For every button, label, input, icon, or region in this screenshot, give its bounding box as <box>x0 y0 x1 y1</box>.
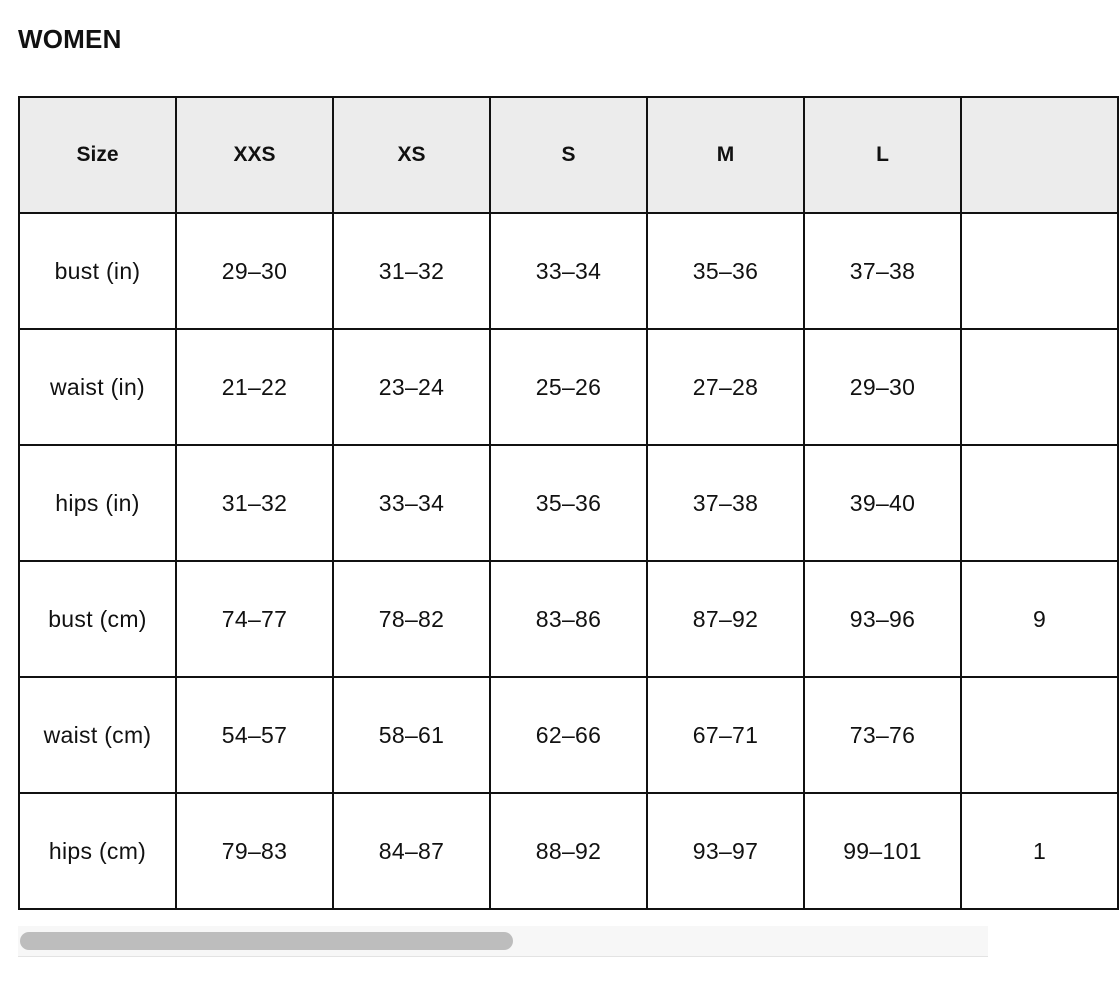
table-cell <box>961 677 1118 793</box>
table-cell <box>961 213 1118 329</box>
table-cell: 83–86 <box>490 561 647 677</box>
table-cell: 58–61 <box>333 677 490 793</box>
table-cell: 33–34 <box>490 213 647 329</box>
header-cell-clipped <box>961 97 1118 213</box>
row-label: waist (cm) <box>19 677 176 793</box>
horizontal-scrollbar[interactable] <box>18 926 988 957</box>
table-cell: 74–77 <box>176 561 333 677</box>
table-cell: 21–22 <box>176 329 333 445</box>
header-cell-m: M <box>647 97 804 213</box>
header-cell-size: Size <box>19 97 176 213</box>
table-row <box>19 561 1118 677</box>
table-cell: 29–30 <box>804 329 961 445</box>
table-cell: 62–66 <box>490 677 647 793</box>
table-cell: 88–92 <box>490 793 647 909</box>
table-row <box>19 213 1118 329</box>
table-cell: 33–34 <box>333 445 490 561</box>
table-cell: 31–32 <box>176 445 333 561</box>
table-cell: 93–97 <box>647 793 804 909</box>
section-title: WOMEN <box>18 24 122 54</box>
table-cell: 1 <box>961 793 1118 909</box>
table-cell: 35–36 <box>647 213 804 329</box>
table-row <box>19 793 1118 909</box>
row-label: hips (in) <box>19 445 176 561</box>
scrollbar-thumb[interactable] <box>20 932 513 950</box>
header-cell-l: L <box>804 97 961 213</box>
table-cell: 39–40 <box>804 445 961 561</box>
table-cell: 54–57 <box>176 677 333 793</box>
table-cell: 25–26 <box>490 329 647 445</box>
table-cell: 37–38 <box>647 445 804 561</box>
row-label: bust (in) <box>19 213 176 329</box>
size-table-scroll-area[interactable] <box>18 96 1047 924</box>
row-label: bust (cm) <box>19 561 176 677</box>
table-row <box>19 329 1118 445</box>
table-cell: 87–92 <box>647 561 804 677</box>
table-cell: 23–24 <box>333 329 490 445</box>
size-chart-table <box>18 96 1119 910</box>
table-header-row <box>19 97 1118 213</box>
table-cell: 73–76 <box>804 677 961 793</box>
table-cell: 84–87 <box>333 793 490 909</box>
table-cell: 93–96 <box>804 561 961 677</box>
table-cell: 9 <box>961 561 1118 677</box>
row-label: hips (cm) <box>19 793 176 909</box>
header-cell-xs: XS <box>333 97 490 213</box>
table-cell: 31–32 <box>333 213 490 329</box>
row-label: waist (in) <box>19 329 176 445</box>
table-cell: 35–36 <box>490 445 647 561</box>
table-cell: 99–101 <box>804 793 961 909</box>
table-cell: 29–30 <box>176 213 333 329</box>
header-cell-xxs: XXS <box>176 97 333 213</box>
table-cell <box>961 329 1118 445</box>
table-cell: 79–83 <box>176 793 333 909</box>
table-cell: 78–82 <box>333 561 490 677</box>
header-cell-s: S <box>490 97 647 213</box>
table-cell: 37–38 <box>804 213 961 329</box>
table-row <box>19 445 1118 561</box>
table-row <box>19 677 1118 793</box>
table-cell: 67–71 <box>647 677 804 793</box>
table-cell: 27–28 <box>647 329 804 445</box>
table-cell <box>961 445 1118 561</box>
